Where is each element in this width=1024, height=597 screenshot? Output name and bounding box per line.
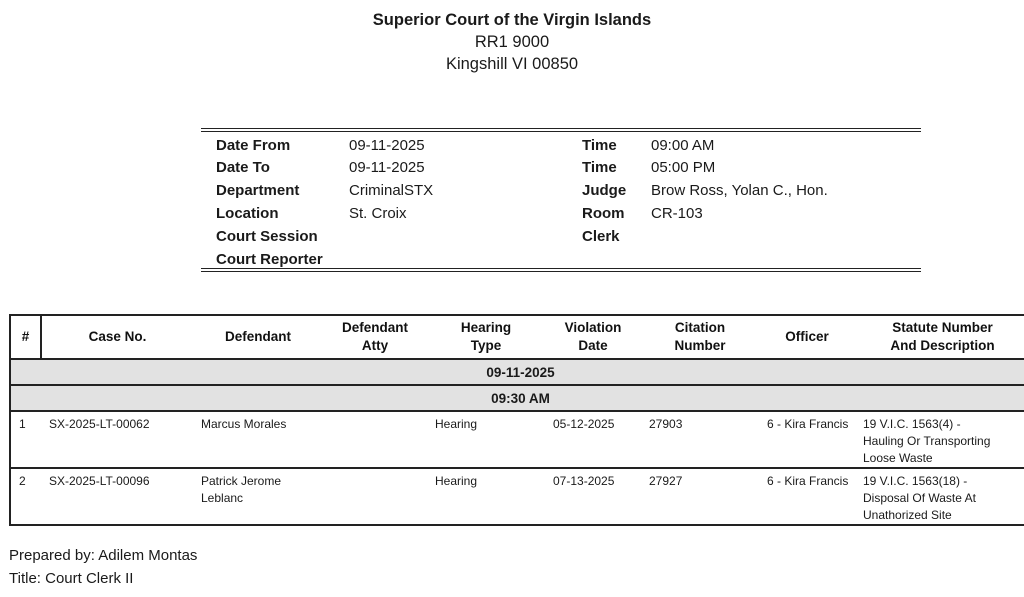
cell-defendant: Patrick Jerome Leblanc bbox=[193, 468, 323, 525]
date-to-value: 09-11-2025 bbox=[349, 159, 425, 176]
table-header-row bbox=[10, 315, 1024, 359]
time-start-label: Time bbox=[582, 137, 617, 154]
court-reporter-label: Court Reporter bbox=[216, 251, 323, 268]
col-header-hearing-type: Hearing Type bbox=[427, 315, 545, 359]
preparer-title: Title: Court Clerk II bbox=[9, 570, 134, 587]
col-header-statute: Statute Number And Description bbox=[855, 315, 1024, 359]
session-row-court-reporter bbox=[201, 249, 921, 271]
col-header-num: # bbox=[10, 315, 41, 359]
cell-defendant: Marcus Morales bbox=[193, 411, 323, 468]
session-row-date-from bbox=[201, 135, 921, 157]
report-footer bbox=[9, 544, 197, 590]
col-header-defendant-atty: Defendant Atty bbox=[323, 315, 427, 359]
cell-citation-number: 27927 bbox=[641, 468, 759, 525]
session-row-location bbox=[201, 203, 921, 225]
court-header bbox=[0, 9, 1024, 75]
location-label: Location bbox=[216, 205, 279, 222]
time-end-label: Time bbox=[582, 159, 617, 176]
col-header-officer: Officer bbox=[759, 315, 855, 359]
cell-violation-date: 07-13-2025 bbox=[545, 468, 641, 525]
col-header-case-no: Case No. bbox=[41, 315, 193, 359]
court-name: Superior Court of the Virgin Islands bbox=[372, 11, 652, 29]
location-value: St. Croix bbox=[349, 205, 407, 222]
cell-hearing-type: Hearing bbox=[427, 411, 545, 468]
cell-statute: 19 V.I.C. 1563(4) - Hauling Or Transporting Loose Waste bbox=[855, 411, 1024, 468]
prepared-by: Prepared by: Adilem Montas bbox=[9, 547, 198, 564]
date-from-label: Date From bbox=[216, 137, 291, 154]
col-header-violation-date: Violation Date bbox=[545, 315, 641, 359]
department-value: CriminalSTX bbox=[349, 182, 434, 199]
clerk-label: Clerk bbox=[582, 228, 620, 245]
time-group-label: 09:30 AM bbox=[10, 385, 1024, 411]
court-address-line1: RR1 9000 bbox=[474, 33, 550, 51]
room-label: Room bbox=[582, 205, 625, 222]
court-address-line2: Kingshill VI 00850 bbox=[445, 55, 579, 73]
cell-violation-date: 05-12-2025 bbox=[545, 411, 641, 468]
session-row-court-session bbox=[201, 226, 921, 248]
cell-citation-number: 27903 bbox=[641, 411, 759, 468]
time-start-value: 09:00 AM bbox=[651, 137, 715, 154]
date-from-value: 09-11-2025 bbox=[349, 137, 425, 154]
session-row-date-to bbox=[201, 157, 921, 179]
department-label: Department bbox=[216, 182, 300, 199]
cell-defendant-atty bbox=[323, 411, 427, 468]
date-to-label: Date To bbox=[216, 159, 270, 176]
cell-defendant-atty bbox=[323, 468, 427, 525]
judge-value: Brow Ross, Yolan C., Hon. bbox=[651, 182, 828, 199]
judge-label: Judge bbox=[582, 182, 627, 199]
case-table bbox=[9, 314, 1024, 526]
col-header-defendant: Defendant bbox=[193, 315, 323, 359]
session-info bbox=[201, 128, 921, 272]
cell-case-no: SX-2025-LT-00096 bbox=[41, 468, 193, 525]
time-end-value: 05:00 PM bbox=[651, 159, 716, 176]
date-group-label: 09-11-2025 bbox=[10, 359, 1024, 385]
cell-case-no: SX-2025-LT-00062 bbox=[41, 411, 193, 468]
table-row bbox=[10, 411, 1024, 468]
table-row bbox=[10, 468, 1024, 525]
time-group-row bbox=[10, 385, 1024, 411]
cell-statute: 19 V.I.C. 1563(18) - Disposal Of Waste At Unathorized Site bbox=[855, 468, 1024, 525]
cell-officer: 6 - Kira Francis bbox=[759, 468, 855, 525]
cell-hearing-type: Hearing bbox=[427, 468, 545, 525]
session-row-department bbox=[201, 180, 921, 202]
room-value: CR-103 bbox=[651, 205, 703, 222]
col-header-citation-number: Citation Number bbox=[641, 315, 759, 359]
cell-num: 2 bbox=[10, 468, 41, 525]
date-group-row bbox=[10, 359, 1024, 385]
cell-num: 1 bbox=[10, 411, 41, 468]
court-session-label: Court Session bbox=[216, 228, 318, 245]
cell-officer: 6 - Kira Francis bbox=[759, 411, 855, 468]
